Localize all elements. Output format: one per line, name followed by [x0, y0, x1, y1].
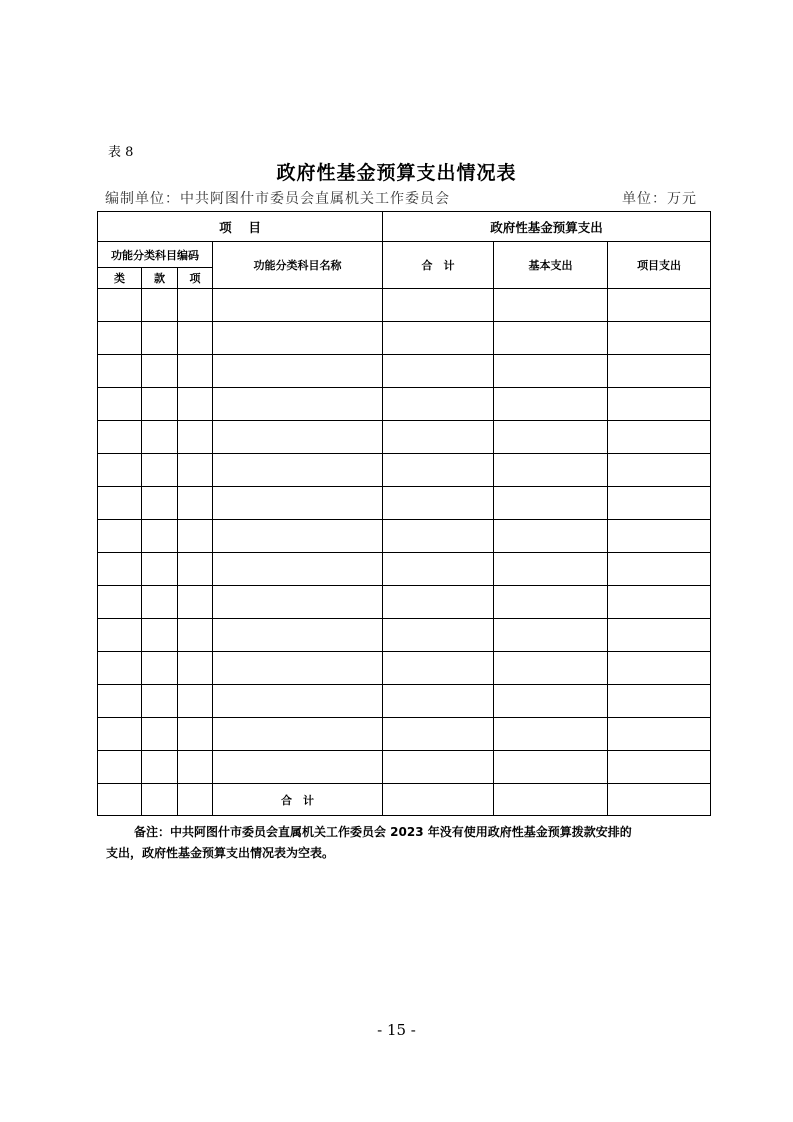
table-cell [494, 751, 608, 784]
basic-expense-header: 基本支出 [494, 242, 608, 289]
table-cell [98, 421, 142, 454]
table-cell [608, 685, 711, 718]
table-cell [213, 553, 383, 586]
table-cell [494, 784, 608, 816]
table-cell [383, 652, 494, 685]
project-expense-header: 项目支出 [608, 242, 711, 289]
table-cell [383, 553, 494, 586]
table-cell [98, 718, 142, 751]
table-cell [142, 553, 178, 586]
table-cell [178, 355, 213, 388]
table-cell [213, 751, 383, 784]
table-cell [142, 751, 178, 784]
table-cell [178, 322, 213, 355]
table-cell [494, 421, 608, 454]
table-cell [142, 355, 178, 388]
table-cell [213, 619, 383, 652]
table-cell [608, 619, 711, 652]
section-header: 款 [142, 268, 178, 289]
page-number: - 15 - [377, 1021, 416, 1039]
item-header: 项 [178, 268, 213, 289]
table-cell [178, 520, 213, 553]
table-cell [213, 685, 383, 718]
table-cell [142, 454, 178, 487]
table-cell [494, 718, 608, 751]
code-header: 功能分类科目编码 [98, 242, 213, 268]
table-cell [383, 487, 494, 520]
table-cell [494, 685, 608, 718]
table-cell [213, 289, 383, 322]
table-cell [383, 586, 494, 619]
table-cell [608, 454, 711, 487]
table-cell [383, 388, 494, 421]
table-cell [178, 454, 213, 487]
table-cell [494, 454, 608, 487]
table-row [98, 553, 711, 586]
table-cell [494, 553, 608, 586]
table-cell [608, 718, 711, 751]
table-row [98, 751, 711, 784]
table-cell [383, 421, 494, 454]
table-cell [608, 652, 711, 685]
expense-header: 政府性基金预算支出 [383, 212, 711, 242]
table-cell [383, 718, 494, 751]
table-cell [98, 553, 142, 586]
table-cell [494, 355, 608, 388]
table-cell [98, 322, 142, 355]
document-title: 政府性基金预算支出情况表 [276, 162, 517, 184]
table-cell [98, 586, 142, 619]
table-cell [213, 487, 383, 520]
table-cell [98, 487, 142, 520]
table-cell [178, 586, 213, 619]
table-cell [383, 289, 494, 322]
table-cell [178, 784, 213, 816]
table-cell [98, 454, 142, 487]
table-row [98, 322, 711, 355]
table-cell [213, 421, 383, 454]
table-cell [178, 652, 213, 685]
table-cell [494, 322, 608, 355]
table-cell [383, 520, 494, 553]
table-cell [178, 487, 213, 520]
table-cell [383, 322, 494, 355]
table-cell [213, 586, 383, 619]
table-cell [142, 322, 178, 355]
table-cell [608, 355, 711, 388]
table-row [98, 355, 711, 388]
table-cell [494, 619, 608, 652]
table-cell [98, 520, 142, 553]
table-cell [178, 718, 213, 751]
table-cell [494, 586, 608, 619]
table-row [98, 652, 711, 685]
table-cell [213, 355, 383, 388]
table-row [98, 520, 711, 553]
table-row [98, 289, 711, 322]
table-cell [608, 421, 711, 454]
budget-table [97, 211, 711, 816]
table-cell [98, 388, 142, 421]
table-cell [178, 289, 213, 322]
table-cell [98, 619, 142, 652]
table-cell [494, 388, 608, 421]
table-cell [142, 289, 178, 322]
table-row [98, 718, 711, 751]
table-row [98, 388, 711, 421]
note-line-1: 备注：中共阿图什市委员会直属机关工作委员会 2023 年没有使用政府性基金预算拨款安排的 [134, 825, 632, 839]
total-row-label: 合 计 [213, 784, 383, 816]
table-row [98, 487, 711, 520]
total-row [98, 784, 711, 816]
name-header: 功能分类科目名称 [213, 242, 383, 289]
table-cell [494, 289, 608, 322]
table-cell [383, 685, 494, 718]
table-cell [213, 520, 383, 553]
table-cell [178, 751, 213, 784]
table-cell [383, 784, 494, 816]
table-cell [142, 718, 178, 751]
table-cell [142, 685, 178, 718]
table-cell [98, 784, 142, 816]
table-cell [142, 652, 178, 685]
table-cell [383, 454, 494, 487]
table-cell [142, 619, 178, 652]
table-row [98, 421, 711, 454]
note-line-2: 支出，政府性基金预算支出情况表为空表。 [106, 846, 335, 860]
table-cell [494, 520, 608, 553]
table-cell [213, 652, 383, 685]
table-cell [213, 322, 383, 355]
category-header: 类 [98, 268, 142, 289]
table-cell [608, 289, 711, 322]
table-cell [608, 520, 711, 553]
table-cell [142, 784, 178, 816]
table-row [98, 685, 711, 718]
table-cell [383, 751, 494, 784]
table-cell [98, 751, 142, 784]
table-cell [178, 553, 213, 586]
table-cell [178, 619, 213, 652]
table-cell [142, 388, 178, 421]
table-cell [213, 718, 383, 751]
table-cell [213, 454, 383, 487]
table-row [98, 619, 711, 652]
table-cell [608, 322, 711, 355]
table-cell [142, 487, 178, 520]
table-row [98, 454, 711, 487]
table-cell [178, 421, 213, 454]
table-cell [98, 652, 142, 685]
table-cell [494, 487, 608, 520]
table-cell [98, 355, 142, 388]
compiling-unit: 编制单位：中共阿图什市委员会直属机关工作委员会 [105, 191, 450, 207]
table-cell [608, 586, 711, 619]
table-label: 表 8 [108, 145, 134, 160]
note [106, 822, 706, 864]
table-cell [98, 289, 142, 322]
table-cell [383, 619, 494, 652]
table-row [98, 586, 711, 619]
table-cell [494, 652, 608, 685]
table-cell [608, 388, 711, 421]
total-header: 合 计 [383, 242, 494, 289]
table-cell [142, 586, 178, 619]
table-cell [142, 520, 178, 553]
table-cell [178, 388, 213, 421]
table-cell [98, 685, 142, 718]
table-cell [608, 553, 711, 586]
table-cell [178, 685, 213, 718]
table-cell [608, 751, 711, 784]
table-cell [608, 784, 711, 816]
table-cell [383, 355, 494, 388]
money-unit: 单位：万元 [622, 191, 697, 207]
table-cell [142, 421, 178, 454]
table-cell [608, 487, 711, 520]
table-cell [213, 388, 383, 421]
project-header: 项 目 [98, 212, 383, 242]
